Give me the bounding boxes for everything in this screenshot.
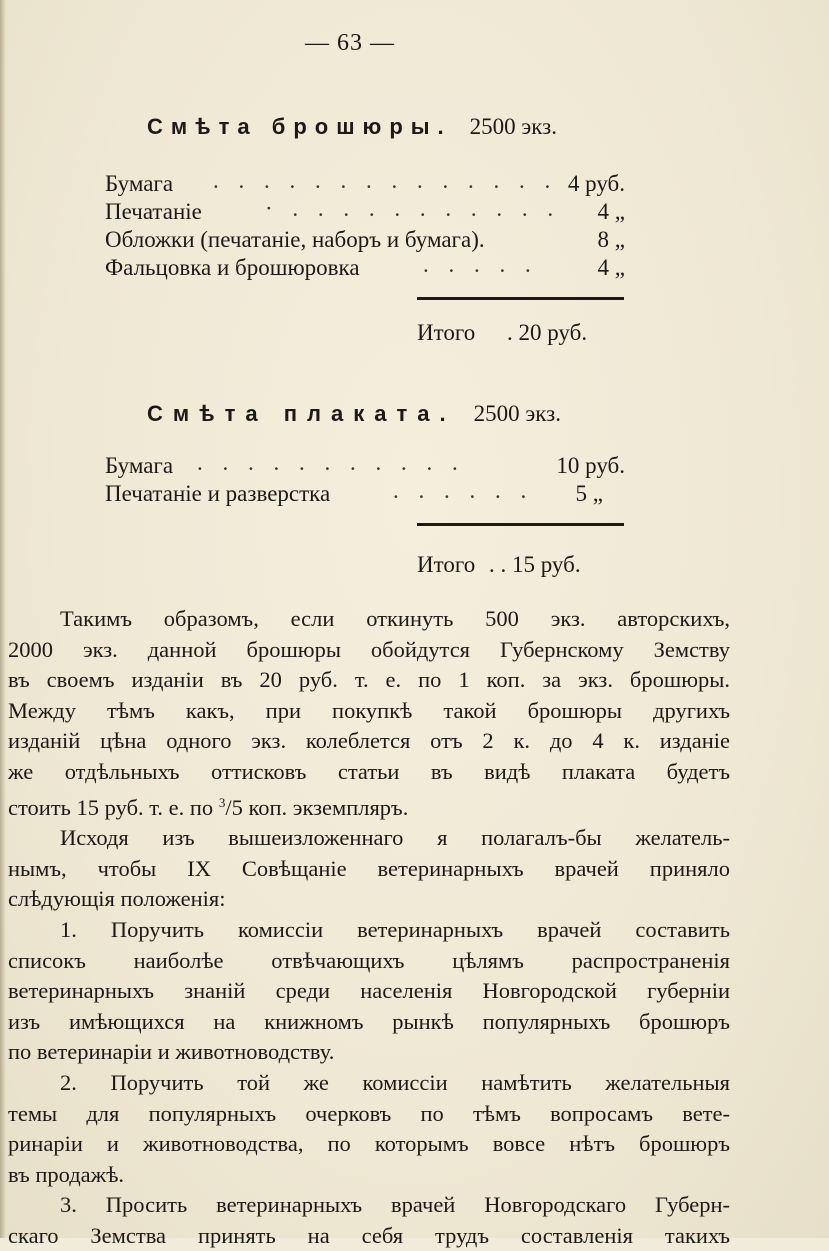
poster-total	[417, 552, 581, 578]
text-line: по ветеринаріи и животноводству.	[8, 1039, 335, 1065]
poster-estimate-heading	[147, 401, 561, 427]
text-line: 1. Поручить комиссіи ветеринарныхъ врачей составить	[60, 916, 730, 942]
body-text	[8, 604, 730, 1251]
item-label: Фальцовка и брошюровка	[105, 255, 360, 280]
text-line: 2000 экз. данной брошюры обойдутся Губернскому Земству	[8, 636, 730, 662]
poster-total-rule	[417, 523, 624, 526]
item-amount: 4 „	[597, 199, 625, 224]
brochure-item-folding	[105, 253, 625, 283]
text-line: 3. Просить ветеринарныхъ врачей Новгородскаго Губерн-	[60, 1192, 730, 1218]
item-label: Печатаніе и разверстка	[105, 481, 331, 506]
text-line: слѣдующія положенія:	[8, 886, 226, 912]
total-value: . 20 руб.	[506, 320, 588, 345]
brochure-item-covers	[105, 225, 625, 255]
item-amount: 4 „	[597, 255, 625, 280]
item-dots: . . . . . . . . . . . . . .	[213, 168, 558, 193]
fraction-numerator: 3	[218, 794, 226, 810]
total-label: Итого	[417, 320, 476, 345]
item-amount: 5 „	[575, 481, 603, 506]
brochure-estimate-title: Смѣта брошюры.	[147, 114, 452, 139]
text-line: въ своемъ изданіи въ 20 руб. т. е. по 1 коп. за экз. брошюры.	[8, 667, 730, 693]
item-dots: · . . . . . . . . . . .	[265, 196, 561, 221]
page-number: — 63 —	[305, 30, 395, 56]
poster-item-printing	[105, 479, 625, 509]
text-line: изданій цѣна одного экз. колеблется отъ 2 к. до 4 к. изданіе	[8, 728, 730, 754]
item-dots: . . . . . .	[393, 478, 534, 503]
text-line: Такимъ образомъ, если откинуть 500 экз. авторскихъ,	[60, 606, 730, 631]
paragraph-conclusion	[8, 604, 730, 823]
text-line: Исходя изъ вышеизложеннаго я полагалъ-бы желатель-	[60, 825, 730, 851]
item-amount: 8 „	[597, 227, 625, 252]
text-line: скаго Земства принять на себя трудъ составленія такихъ	[8, 1222, 730, 1248]
page-edge-shadow	[0, 0, 6, 1238]
paragraph-proposal-1	[8, 915, 730, 1068]
item-label: Бумага	[105, 171, 174, 196]
text-line: ринаріи и животноводства, по которымъ вовсе нѣтъ брошюръ	[8, 1131, 730, 1157]
brochure-estimate-heading	[147, 114, 557, 140]
brochure-estimate-copies: 2500 экз.	[469, 114, 557, 139]
total-value: . . 15 руб.	[488, 552, 581, 577]
poster-item-paper	[105, 451, 625, 481]
poster-estimate-copies: 2500 экз.	[473, 401, 561, 426]
item-label: Обложки (печатаніе, наборъ и бумага).	[105, 227, 485, 252]
poster-estimate-title: Смѣта плаката.	[147, 401, 456, 426]
text-line: изъ имѣющихся на книжномъ рынкѣ популярныхъ брошюръ	[8, 1008, 730, 1034]
paragraph-proposal-2	[8, 1068, 730, 1190]
text-line: стоить 15 руб. т. е. по $^3$/5 коп. экземпляръ.	[8, 794, 409, 820]
text-line: темы для популярныхъ очерковъ по тѣмъ вопросамъ вете-	[8, 1100, 730, 1126]
item-amount: 4 руб.	[567, 171, 625, 196]
brochure-item-printing	[105, 197, 625, 227]
text-line: Между тѣмъ какъ, при покупкѣ такой брошюры другихъ	[8, 697, 730, 723]
text-line: 2. Поручить той же комиссіи намѣтить желательныя	[60, 1069, 730, 1095]
item-amount: 10 руб.	[556, 453, 625, 478]
item-label: Бумага	[105, 453, 174, 478]
text-line: нымъ, чтобы IX Совѣщаніе ветеринарныхъ врачей приняло	[8, 855, 730, 881]
total-label: Итого	[417, 552, 476, 577]
paragraph-proposal-3	[8, 1190, 730, 1251]
text-line: въ продажѣ.	[8, 1161, 125, 1187]
text-line: списокъ наиболѣе отвѣчающихъ цѣлямъ распространенія	[8, 947, 730, 973]
fraction-denominator: /5	[225, 794, 243, 820]
paragraph-proposal-intro	[8, 823, 730, 915]
item-label: Печатаніе	[105, 199, 202, 224]
item-dots: . . . . . . . . . . .	[197, 450, 465, 475]
item-dots: . . . . .	[423, 252, 538, 277]
text-line: ветеринарныхъ знаній среди населенія Новгородской губерніи	[8, 978, 730, 1004]
brochure-total-rule	[417, 297, 624, 300]
brochure-total	[417, 320, 587, 346]
text-line: же отдѣльныхъ оттисковъ статьи въ видѣ плаката будетъ	[8, 758, 730, 784]
